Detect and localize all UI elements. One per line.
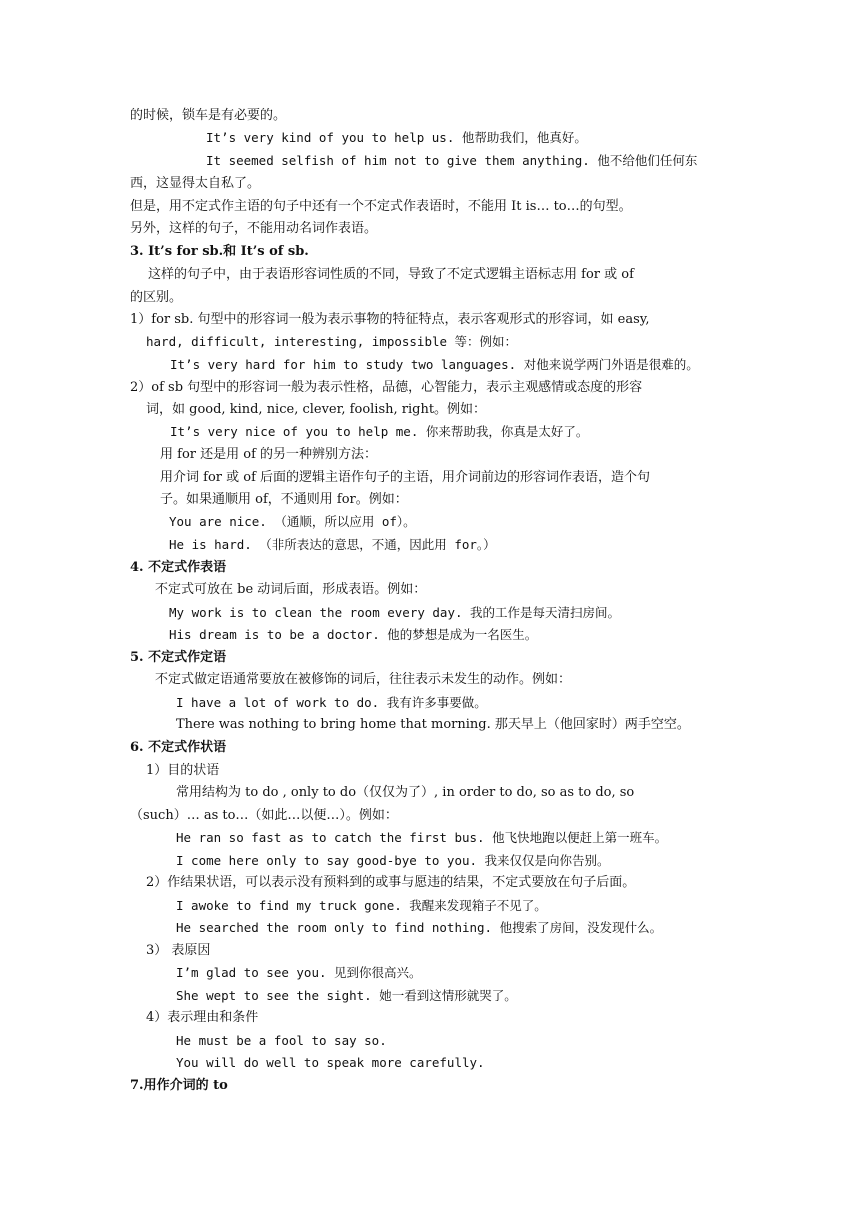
section-heading: 4. 不定式作表语 [130,560,227,575]
example-line: She wept to see the sight. 她一看到这情形就哭了。 [176,988,517,1003]
subsection-heading: 4）表示理由和条件 [146,1010,259,1025]
text-line: 子。如果通顺用 of，不通则用 for。例如： [160,492,408,507]
text-line: （such）… as to…（如此…以便…）。例如： [130,808,398,823]
text-line: 1）for sb. 句型中的形容词一般为表示事物的特征特点，表示客观形式的形容词，如 easy, [130,312,650,327]
text-line: 2）of sb 句型中的形容词一般为表示性格，品德，心智能力，表示主观感情或态度的形容 [130,380,643,395]
section-heading: 6. 不定式作状语 [130,740,227,755]
text-line: 的时候，锁车是有必要的。 [130,108,287,123]
example-line: I have a lot of work to do. 我有许多事要做。 [176,695,487,710]
subsection-heading: 3） 表原因 [146,943,211,958]
text-line: 这样的句子中，由于表语形容词性质的不同，导致了不定式逻辑主语标志用 for 或 of [148,267,634,282]
example-line: I awoke to find my truck gone. 我醒来发现箱子不见了。 [176,898,547,913]
section-heading: 3. It’s for sb.和 It’s of sb. [130,244,309,259]
example-line: You will do well to speak more carefully. [176,1055,485,1070]
example-line: He searched the room only to find nothing. 他搜索了房间，没发现什么。 [176,920,663,935]
section-heading: 5. 不定式作定语 [130,650,227,665]
text-line: 词，如 good, kind, nice, clever, foolish, right。例如： [146,402,487,417]
text-line: 的区别。 [130,290,183,305]
example-line: He is hard. （非所表达的意思，不通，因此用 for。） [169,537,496,552]
text-line: 但是，用不定式作主语的句子中还有一个不定式作表语时，不能用 It is… to…的句型。 [130,199,632,214]
subsection-heading: 2）作结果状语，可以表示没有预料到的或事与愿违的结果，不定式要放在句子后面。 [146,875,636,890]
example-line: I come here only to say good-bye to you. 我来仅仅是向你告别。 [176,853,610,868]
example-line: There was nothing to bring home that morning. 那天早上（他回家时）两手空空。 [176,717,690,732]
example-line: It’s very nice of you to help me. 你来帮助我，你真是太好了。 [170,424,589,439]
text-line: hard, difficult, interesting, impossible 等：例如： [146,334,518,349]
text-line: 另外，这样的句子，不能用动名词作表语。 [130,221,378,236]
example-line: You are nice. （通顺，所以应用 of）。 [169,514,416,529]
example-line: He ran so fast as to catch the first bus. 他飞快地跑以便赶上第一班车。 [176,830,668,845]
example-line: His dream is to be a doctor. 他的梦想是成为一名医生。 [169,627,538,642]
subsection-heading: 1）目的状语 [146,763,220,778]
example-line: My work is to clean the room every day. 我的工作是每天清扫房间。 [169,605,621,620]
example-line: It’s very kind of you to help us. 他帮助我们，他真好。 [206,130,587,145]
text-line: 用介词 for 或 of 后面的逻辑主语作句子的主语，用介词前边的形容词作表语，造个句 [160,470,651,485]
text-line: 用 for 还是用 of 的另一种辨别方法： [160,447,378,462]
text-line: 不定式可放在 be 动词后面，形成表语。例如： [155,582,427,597]
example-line: He must be a fool to say so. [176,1033,387,1048]
text-line: 西，这显得太自私了。 [130,176,261,191]
text-line: 常用结构为 to do , only to do（仅仅为了）, in order to do, so as to do, so [176,785,635,800]
text-line: 不定式做定语通常要放在被修饰的词后，往往表示未发生的动作。例如： [155,672,572,687]
example-line: It’s very hard for him to study two languages. 对他来说学两门外语是很难的。 [170,357,699,372]
example-line: It seemed selfish of him not to give them anything. 他不给他们任何东 [206,153,698,168]
example-line: I’m glad to see you. 见到你很高兴。 [176,965,422,980]
section-heading: 7.用作介词的 to [130,1078,228,1093]
